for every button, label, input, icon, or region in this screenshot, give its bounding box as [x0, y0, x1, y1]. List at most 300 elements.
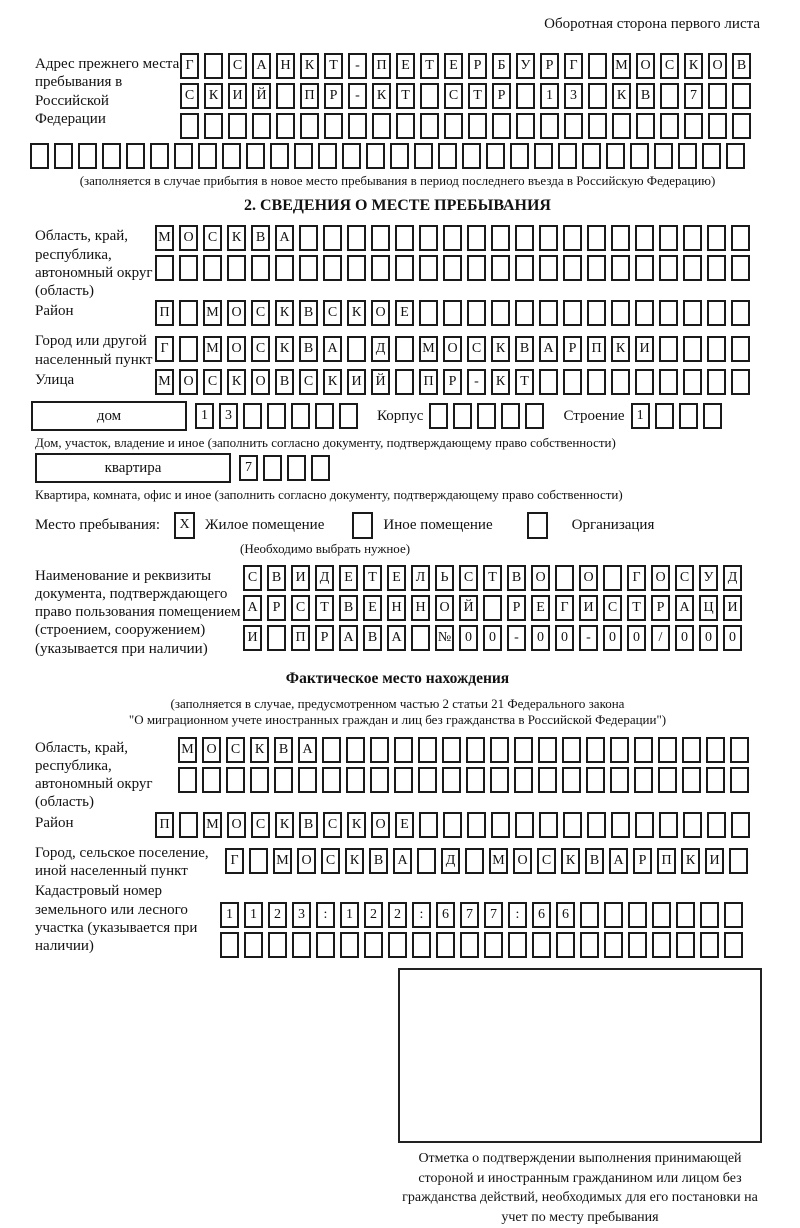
char-box[interactable]: [444, 113, 463, 139]
char-box[interactable]: [371, 225, 390, 251]
char-box[interactable]: [287, 455, 306, 481]
char-box[interactable]: /: [651, 625, 670, 651]
char-box[interactable]: [731, 812, 750, 838]
char-box[interactable]: Е: [531, 595, 550, 621]
char-box[interactable]: [587, 812, 606, 838]
char-box[interactable]: [702, 143, 721, 169]
char-box[interactable]: С: [323, 300, 342, 326]
char-box[interactable]: [249, 848, 268, 874]
char-box[interactable]: [659, 369, 678, 395]
char-box[interactable]: [419, 255, 438, 281]
char-box[interactable]: М: [203, 812, 222, 838]
char-box[interactable]: [294, 143, 313, 169]
char-box[interactable]: [204, 113, 223, 139]
char-box[interactable]: С: [467, 336, 486, 362]
char-box[interactable]: [390, 143, 409, 169]
char-box[interactable]: 6: [532, 902, 551, 928]
char-box[interactable]: [706, 737, 725, 763]
char-box[interactable]: С: [203, 225, 222, 251]
char-box[interactable]: Н: [411, 595, 430, 621]
char-box[interactable]: [366, 143, 385, 169]
char-box[interactable]: В: [267, 565, 286, 591]
char-box[interactable]: Р: [443, 369, 462, 395]
char-box[interactable]: К: [345, 848, 364, 874]
char-box[interactable]: Г: [155, 336, 174, 362]
char-box[interactable]: [726, 143, 745, 169]
char-box[interactable]: [563, 255, 582, 281]
char-box[interactable]: [611, 300, 630, 326]
char-box[interactable]: [202, 767, 221, 793]
char-box[interactable]: А: [275, 225, 294, 251]
char-box[interactable]: [603, 565, 622, 591]
char-box[interactable]: [178, 767, 197, 793]
char-box[interactable]: Р: [324, 83, 343, 109]
char-box[interactable]: Т: [420, 53, 439, 79]
char-box[interactable]: [486, 143, 505, 169]
char-box[interactable]: [429, 403, 448, 429]
char-box[interactable]: [491, 300, 510, 326]
char-box[interactable]: [707, 255, 726, 281]
char-box[interactable]: [275, 255, 294, 281]
char-box[interactable]: [707, 812, 726, 838]
char-box[interactable]: [324, 113, 343, 139]
char-box[interactable]: Т: [324, 53, 343, 79]
char-box[interactable]: М: [203, 300, 222, 326]
char-box[interactable]: [244, 932, 263, 958]
char-box[interactable]: [683, 369, 702, 395]
char-box[interactable]: Е: [363, 595, 382, 621]
char-box[interactable]: [298, 767, 317, 793]
char-box[interactable]: [323, 225, 342, 251]
char-box[interactable]: К: [611, 336, 630, 362]
char-box[interactable]: П: [419, 369, 438, 395]
char-box[interactable]: [516, 83, 535, 109]
char-box[interactable]: [652, 902, 671, 928]
char-box[interactable]: [564, 113, 583, 139]
char-box[interactable]: [371, 255, 390, 281]
char-box[interactable]: :: [316, 902, 335, 928]
char-box[interactable]: [462, 143, 481, 169]
char-box[interactable]: 1: [220, 902, 239, 928]
char-box[interactable]: [635, 300, 654, 326]
char-box[interactable]: [514, 737, 533, 763]
char-box[interactable]: С: [226, 737, 245, 763]
char-box[interactable]: X: [174, 512, 195, 539]
char-box[interactable]: П: [291, 625, 310, 651]
char-box[interactable]: С: [603, 595, 622, 621]
char-box[interactable]: И: [347, 369, 366, 395]
char-box[interactable]: С: [323, 812, 342, 838]
char-box[interactable]: У: [699, 565, 718, 591]
char-box[interactable]: [491, 812, 510, 838]
char-box[interactable]: [514, 767, 533, 793]
char-box[interactable]: 7: [484, 902, 503, 928]
char-box[interactable]: [563, 225, 582, 251]
char-box[interactable]: [150, 143, 169, 169]
char-box[interactable]: [659, 300, 678, 326]
char-box[interactable]: Р: [267, 595, 286, 621]
char-box[interactable]: Т: [627, 595, 646, 621]
char-box[interactable]: [179, 255, 198, 281]
char-box[interactable]: [604, 902, 623, 928]
char-box[interactable]: [246, 143, 265, 169]
char-box[interactable]: В: [507, 565, 526, 591]
char-box[interactable]: Т: [483, 565, 502, 591]
char-box[interactable]: [198, 143, 217, 169]
char-box[interactable]: [515, 812, 534, 838]
char-box[interactable]: [634, 767, 653, 793]
char-box[interactable]: [538, 737, 557, 763]
char-box[interactable]: О: [179, 369, 198, 395]
char-box[interactable]: [311, 455, 330, 481]
char-box[interactable]: 6: [436, 902, 455, 928]
char-box[interactable]: М: [155, 225, 174, 251]
char-box[interactable]: [563, 300, 582, 326]
char-box[interactable]: [411, 625, 430, 651]
char-box[interactable]: О: [435, 595, 454, 621]
char-box[interactable]: Д: [441, 848, 460, 874]
char-box[interactable]: [102, 143, 121, 169]
char-box[interactable]: С: [243, 565, 262, 591]
char-box[interactable]: [678, 143, 697, 169]
char-box[interactable]: 3: [219, 403, 238, 429]
char-box[interactable]: 3: [292, 902, 311, 928]
char-box[interactable]: К: [561, 848, 580, 874]
char-box[interactable]: [250, 767, 269, 793]
char-box[interactable]: [654, 143, 673, 169]
char-box[interactable]: [635, 369, 654, 395]
char-box[interactable]: Т: [515, 369, 534, 395]
char-box[interactable]: [684, 113, 703, 139]
char-box[interactable]: [587, 255, 606, 281]
char-box[interactable]: М: [612, 53, 631, 79]
char-box[interactable]: В: [515, 336, 534, 362]
char-box[interactable]: [443, 255, 462, 281]
char-box[interactable]: А: [539, 336, 558, 362]
char-box[interactable]: [179, 300, 198, 326]
char-box[interactable]: -: [467, 369, 486, 395]
char-box[interactable]: И: [723, 595, 742, 621]
char-box[interactable]: А: [323, 336, 342, 362]
char-box[interactable]: К: [491, 369, 510, 395]
char-box[interactable]: К: [275, 812, 294, 838]
char-box[interactable]: [346, 737, 365, 763]
char-box[interactable]: С: [203, 369, 222, 395]
char-box[interactable]: К: [684, 53, 703, 79]
char-box[interactable]: В: [299, 336, 318, 362]
char-box[interactable]: -: [579, 625, 598, 651]
char-box[interactable]: К: [204, 83, 223, 109]
char-box[interactable]: Т: [468, 83, 487, 109]
char-box[interactable]: [323, 255, 342, 281]
char-box[interactable]: [370, 767, 389, 793]
char-box[interactable]: [372, 113, 391, 139]
char-box[interactable]: [659, 225, 678, 251]
char-box[interactable]: 0: [531, 625, 550, 651]
char-box[interactable]: [299, 225, 318, 251]
char-box[interactable]: [180, 113, 199, 139]
char-box[interactable]: В: [585, 848, 604, 874]
char-box[interactable]: [562, 737, 581, 763]
char-box[interactable]: [276, 113, 295, 139]
char-box[interactable]: [679, 403, 698, 429]
char-box[interactable]: К: [275, 300, 294, 326]
char-box[interactable]: Н: [387, 595, 406, 621]
char-box[interactable]: [724, 902, 743, 928]
char-box[interactable]: С: [228, 53, 247, 79]
char-box[interactable]: [611, 369, 630, 395]
char-box[interactable]: [588, 83, 607, 109]
char-box[interactable]: В: [274, 737, 293, 763]
char-box[interactable]: К: [372, 83, 391, 109]
char-box[interactable]: [683, 336, 702, 362]
char-box[interactable]: 0: [627, 625, 646, 651]
char-box[interactable]: Р: [315, 625, 334, 651]
char-box[interactable]: [611, 255, 630, 281]
char-box[interactable]: И: [705, 848, 724, 874]
char-box[interactable]: О: [636, 53, 655, 79]
char-box[interactable]: [527, 512, 548, 539]
char-box[interactable]: [291, 403, 310, 429]
char-box[interactable]: [267, 625, 286, 651]
char-box[interactable]: [491, 225, 510, 251]
char-box[interactable]: [204, 53, 223, 79]
char-box[interactable]: -: [348, 53, 367, 79]
char-box[interactable]: [683, 812, 702, 838]
char-box[interactable]: [586, 737, 605, 763]
char-box[interactable]: [460, 932, 479, 958]
char-box[interactable]: [635, 225, 654, 251]
char-box[interactable]: [418, 737, 437, 763]
char-box[interactable]: В: [299, 300, 318, 326]
char-box[interactable]: П: [372, 53, 391, 79]
char-box[interactable]: Л: [411, 565, 430, 591]
char-box[interactable]: Г: [555, 595, 574, 621]
char-box[interactable]: [580, 902, 599, 928]
char-box[interactable]: [610, 767, 629, 793]
char-box[interactable]: -: [348, 83, 367, 109]
char-box[interactable]: С: [251, 336, 270, 362]
char-box[interactable]: О: [443, 336, 462, 362]
char-box[interactable]: [587, 369, 606, 395]
char-box[interactable]: Е: [444, 53, 463, 79]
char-box[interactable]: [54, 143, 73, 169]
char-box[interactable]: [558, 143, 577, 169]
char-box[interactable]: [467, 812, 486, 838]
char-box[interactable]: К: [227, 369, 246, 395]
char-box[interactable]: -: [507, 625, 526, 651]
char-box[interactable]: А: [387, 625, 406, 651]
char-box[interactable]: [315, 403, 334, 429]
char-box[interactable]: [251, 255, 270, 281]
char-box[interactable]: [676, 902, 695, 928]
char-box[interactable]: [263, 455, 282, 481]
char-box[interactable]: [347, 225, 366, 251]
char-box[interactable]: О: [227, 812, 246, 838]
char-box[interactable]: С: [180, 83, 199, 109]
char-box[interactable]: П: [155, 812, 174, 838]
char-box[interactable]: [252, 113, 271, 139]
char-box[interactable]: 2: [268, 902, 287, 928]
char-box[interactable]: О: [251, 369, 270, 395]
char-box[interactable]: [322, 767, 341, 793]
char-box[interactable]: [539, 812, 558, 838]
char-box[interactable]: [126, 143, 145, 169]
char-box[interactable]: О: [371, 812, 390, 838]
char-box[interactable]: И: [228, 83, 247, 109]
char-box[interactable]: [703, 403, 722, 429]
char-box[interactable]: [467, 255, 486, 281]
char-box[interactable]: [636, 113, 655, 139]
char-box[interactable]: [274, 767, 293, 793]
char-box[interactable]: [226, 767, 245, 793]
char-box[interactable]: Р: [633, 848, 652, 874]
char-box[interactable]: [635, 255, 654, 281]
char-box[interactable]: В: [339, 595, 358, 621]
char-box[interactable]: [501, 403, 520, 429]
char-box[interactable]: С: [251, 812, 270, 838]
char-box[interactable]: [731, 255, 750, 281]
char-box[interactable]: О: [708, 53, 727, 79]
char-box[interactable]: [228, 113, 247, 139]
char-box[interactable]: №: [435, 625, 454, 651]
char-box[interactable]: [586, 767, 605, 793]
char-box[interactable]: [683, 255, 702, 281]
char-box[interactable]: Г: [225, 848, 244, 874]
char-box[interactable]: М: [489, 848, 508, 874]
char-box[interactable]: 0: [483, 625, 502, 651]
char-box[interactable]: [563, 812, 582, 838]
char-box[interactable]: О: [227, 336, 246, 362]
char-box[interactable]: Е: [395, 812, 414, 838]
char-box[interactable]: 2: [364, 902, 383, 928]
char-box[interactable]: [628, 902, 647, 928]
char-box[interactable]: К: [227, 225, 246, 251]
char-box[interactable]: [417, 848, 436, 874]
char-box[interactable]: [418, 767, 437, 793]
char-box[interactable]: С: [444, 83, 463, 109]
char-box[interactable]: 0: [459, 625, 478, 651]
char-box[interactable]: [420, 113, 439, 139]
char-box[interactable]: [220, 932, 239, 958]
char-box[interactable]: [587, 300, 606, 326]
char-box[interactable]: О: [179, 225, 198, 251]
char-box[interactable]: Д: [723, 565, 742, 591]
char-box[interactable]: [660, 83, 679, 109]
char-box[interactable]: [340, 932, 359, 958]
char-box[interactable]: [316, 932, 335, 958]
char-box[interactable]: [700, 932, 719, 958]
char-box[interactable]: В: [369, 848, 388, 874]
char-box[interactable]: [539, 369, 558, 395]
char-box[interactable]: [395, 255, 414, 281]
char-box[interactable]: [660, 113, 679, 139]
char-box[interactable]: Р: [651, 595, 670, 621]
char-box[interactable]: [222, 143, 241, 169]
char-box[interactable]: [555, 565, 574, 591]
char-box[interactable]: [676, 932, 695, 958]
char-box[interactable]: [436, 932, 455, 958]
char-box[interactable]: Б: [492, 53, 511, 79]
char-box[interactable]: [588, 113, 607, 139]
char-box[interactable]: [587, 225, 606, 251]
char-box[interactable]: С: [251, 300, 270, 326]
char-box[interactable]: [562, 767, 581, 793]
char-box[interactable]: М: [419, 336, 438, 362]
char-box[interactable]: [443, 300, 462, 326]
char-box[interactable]: [539, 300, 558, 326]
char-box[interactable]: В: [251, 225, 270, 251]
char-box[interactable]: [270, 143, 289, 169]
char-box[interactable]: К: [347, 812, 366, 838]
char-box[interactable]: [724, 932, 743, 958]
char-box[interactable]: [442, 767, 461, 793]
char-box[interactable]: [394, 737, 413, 763]
char-box[interactable]: [515, 225, 534, 251]
char-box[interactable]: Й: [459, 595, 478, 621]
char-box[interactable]: П: [300, 83, 319, 109]
char-box[interactable]: С: [299, 369, 318, 395]
char-box[interactable]: Г: [627, 565, 646, 591]
char-box[interactable]: [477, 403, 496, 429]
char-box[interactable]: [611, 225, 630, 251]
char-box[interactable]: [540, 113, 559, 139]
char-box[interactable]: 1: [540, 83, 559, 109]
char-box[interactable]: [556, 932, 575, 958]
char-box[interactable]: М: [155, 369, 174, 395]
char-box[interactable]: М: [178, 737, 197, 763]
char-box[interactable]: [658, 767, 677, 793]
char-box[interactable]: [707, 300, 726, 326]
char-box[interactable]: А: [675, 595, 694, 621]
char-box[interactable]: [443, 225, 462, 251]
char-box[interactable]: [729, 848, 748, 874]
char-box[interactable]: [347, 255, 366, 281]
char-box[interactable]: [203, 255, 222, 281]
char-box[interactable]: Г: [180, 53, 199, 79]
char-box[interactable]: [414, 143, 433, 169]
char-box[interactable]: И: [635, 336, 654, 362]
char-box[interactable]: [635, 812, 654, 838]
char-box[interactable]: [731, 300, 750, 326]
char-box[interactable]: [268, 932, 287, 958]
char-box[interactable]: [227, 255, 246, 281]
char-box[interactable]: Р: [468, 53, 487, 79]
char-box[interactable]: [318, 143, 337, 169]
char-box[interactable]: Ь: [435, 565, 454, 591]
char-box[interactable]: [179, 812, 198, 838]
char-box[interactable]: М: [273, 848, 292, 874]
char-box[interactable]: С: [537, 848, 556, 874]
char-box[interactable]: Д: [315, 565, 334, 591]
char-box[interactable]: [731, 225, 750, 251]
char-box[interactable]: :: [412, 902, 431, 928]
char-box[interactable]: [490, 767, 509, 793]
char-box[interactable]: [606, 143, 625, 169]
char-box[interactable]: К: [491, 336, 510, 362]
char-box[interactable]: [466, 767, 485, 793]
char-box[interactable]: 1: [340, 902, 359, 928]
char-box[interactable]: Й: [371, 369, 390, 395]
char-box[interactable]: [438, 143, 457, 169]
char-box[interactable]: [339, 403, 358, 429]
char-box[interactable]: К: [323, 369, 342, 395]
char-box[interactable]: [732, 83, 751, 109]
char-box[interactable]: [515, 300, 534, 326]
char-box[interactable]: [490, 737, 509, 763]
char-box[interactable]: И: [243, 625, 262, 651]
char-box[interactable]: С: [660, 53, 679, 79]
